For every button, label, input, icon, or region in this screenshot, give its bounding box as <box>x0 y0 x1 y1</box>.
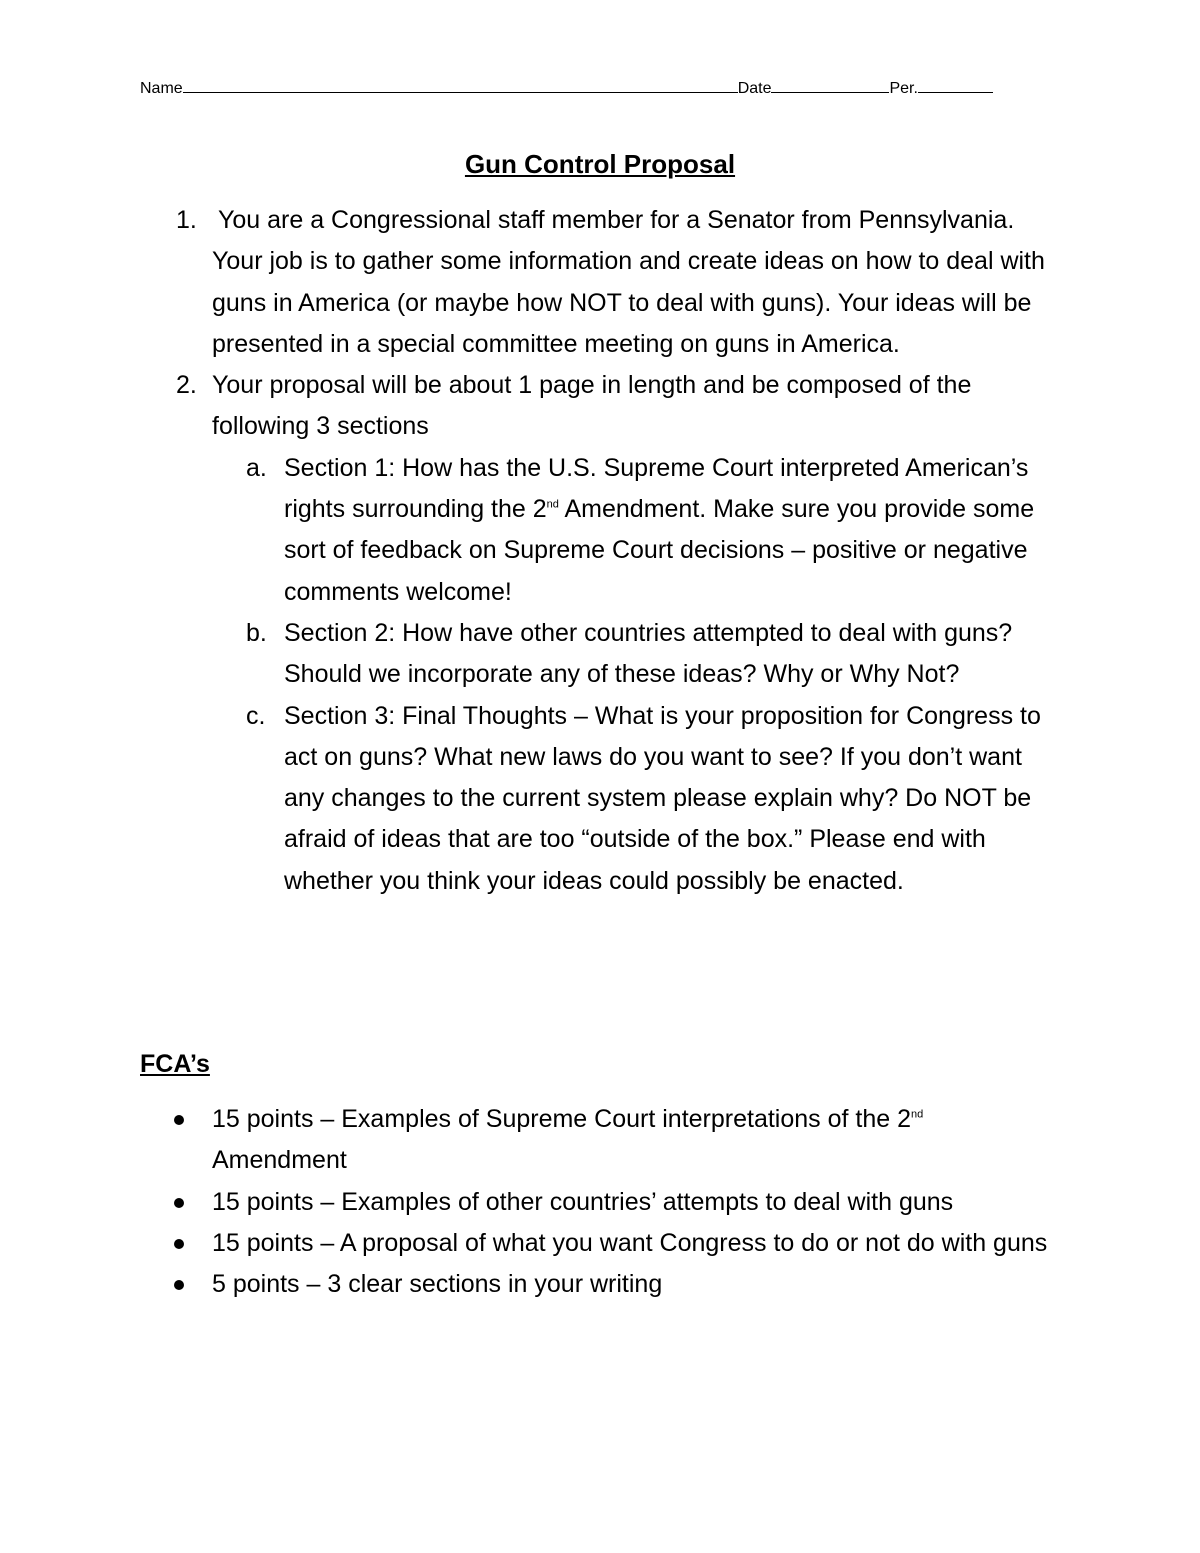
bullet-icon <box>174 1115 184 1125</box>
criteria-text-part: Amendment <box>212 1146 347 1175</box>
section-text <box>284 454 1034 606</box>
criteria-item <box>140 1264 1060 1305</box>
instruction-text: Your proposal will be about 1 page in length and be composed of the following 3 sections <box>212 371 972 441</box>
date-blank[interactable] <box>771 74 889 93</box>
criteria-text <box>212 1105 923 1174</box>
section-letter: b. <box>246 618 267 647</box>
criteria-item <box>140 1099 1060 1182</box>
instructions-list <box>140 200 1060 902</box>
criteria-item <box>140 1223 1060 1264</box>
bullet-icon <box>174 1280 184 1290</box>
section-text-part: Amendment. Make sure you provide some sort of feedback on Supreme Court decisions – positive or negative comments welcome! <box>284 495 1035 606</box>
section-letter: a. <box>246 453 267 482</box>
name-label: Name <box>140 80 183 97</box>
fca-criteria-list <box>140 1099 1060 1305</box>
instruction-item <box>140 365 1060 448</box>
period-blank[interactable] <box>918 74 993 93</box>
period-label: Per. <box>889 80 918 97</box>
criteria-text: 5 points – 3 clear sections in your writing <box>212 1270 663 1299</box>
sections-list <box>140 448 1060 902</box>
section-item <box>212 613 1060 696</box>
criteria-text-part: 15 points – Examples of Supreme Court interpretations of the 2 <box>212 1105 911 1133</box>
criteria-item <box>140 1182 1060 1223</box>
page-title: Gun Control Proposal <box>464 149 736 179</box>
bullet-icon <box>174 1239 184 1249</box>
section-text-part: Section 1: How has the U.S. Supreme Court interpreted American’s rights surrounding the 2 <box>284 453 1029 524</box>
superscript: nd <box>546 498 559 511</box>
student-info-line <box>140 74 993 101</box>
fca-heading: FCA’s <box>140 1050 210 1078</box>
section-item <box>212 448 1060 613</box>
instruction-number: 2. <box>176 371 197 400</box>
bullet-icon <box>174 1198 184 1208</box>
criteria-text: 15 points – A proposal of what you want Congress to do or not do with guns <box>212 1228 1048 1257</box>
instruction-item <box>140 200 1060 365</box>
superscript: nd <box>911 1108 924 1121</box>
instruction-text: You are a Congressional staff member for a Senator from Pennsylvania. Your job is to gather some information and create ideas on how to deal with guns in America (or maybe how NOT to deal with guns). Your ideas will be presented in a special committee meeting on guns in America. <box>212 206 1045 358</box>
instruction-number: 1. <box>176 206 197 234</box>
criteria-text: 15 points – Examples of other countries’ attempts to deal with guns <box>212 1187 954 1216</box>
section-item <box>212 696 1060 902</box>
section-text: Section 2: How have other countries attempted to deal with guns? Should we incorporate any of these ideas? Why or Why Not? <box>284 618 1013 689</box>
date-label: Date <box>737 80 772 97</box>
name-blank[interactable] <box>183 74 738 93</box>
section-text: Section 3: Final Thoughts – What is your proposition for Congress to act on guns? What new laws do you want to see? If you don’t want any changes to the current system please explain why? Do NOT be afraid of ideas that are too “outside of the box.” Please end with whether you think your ideas could possibly be enacted. <box>284 701 1041 895</box>
section-letter: c. <box>246 701 266 730</box>
